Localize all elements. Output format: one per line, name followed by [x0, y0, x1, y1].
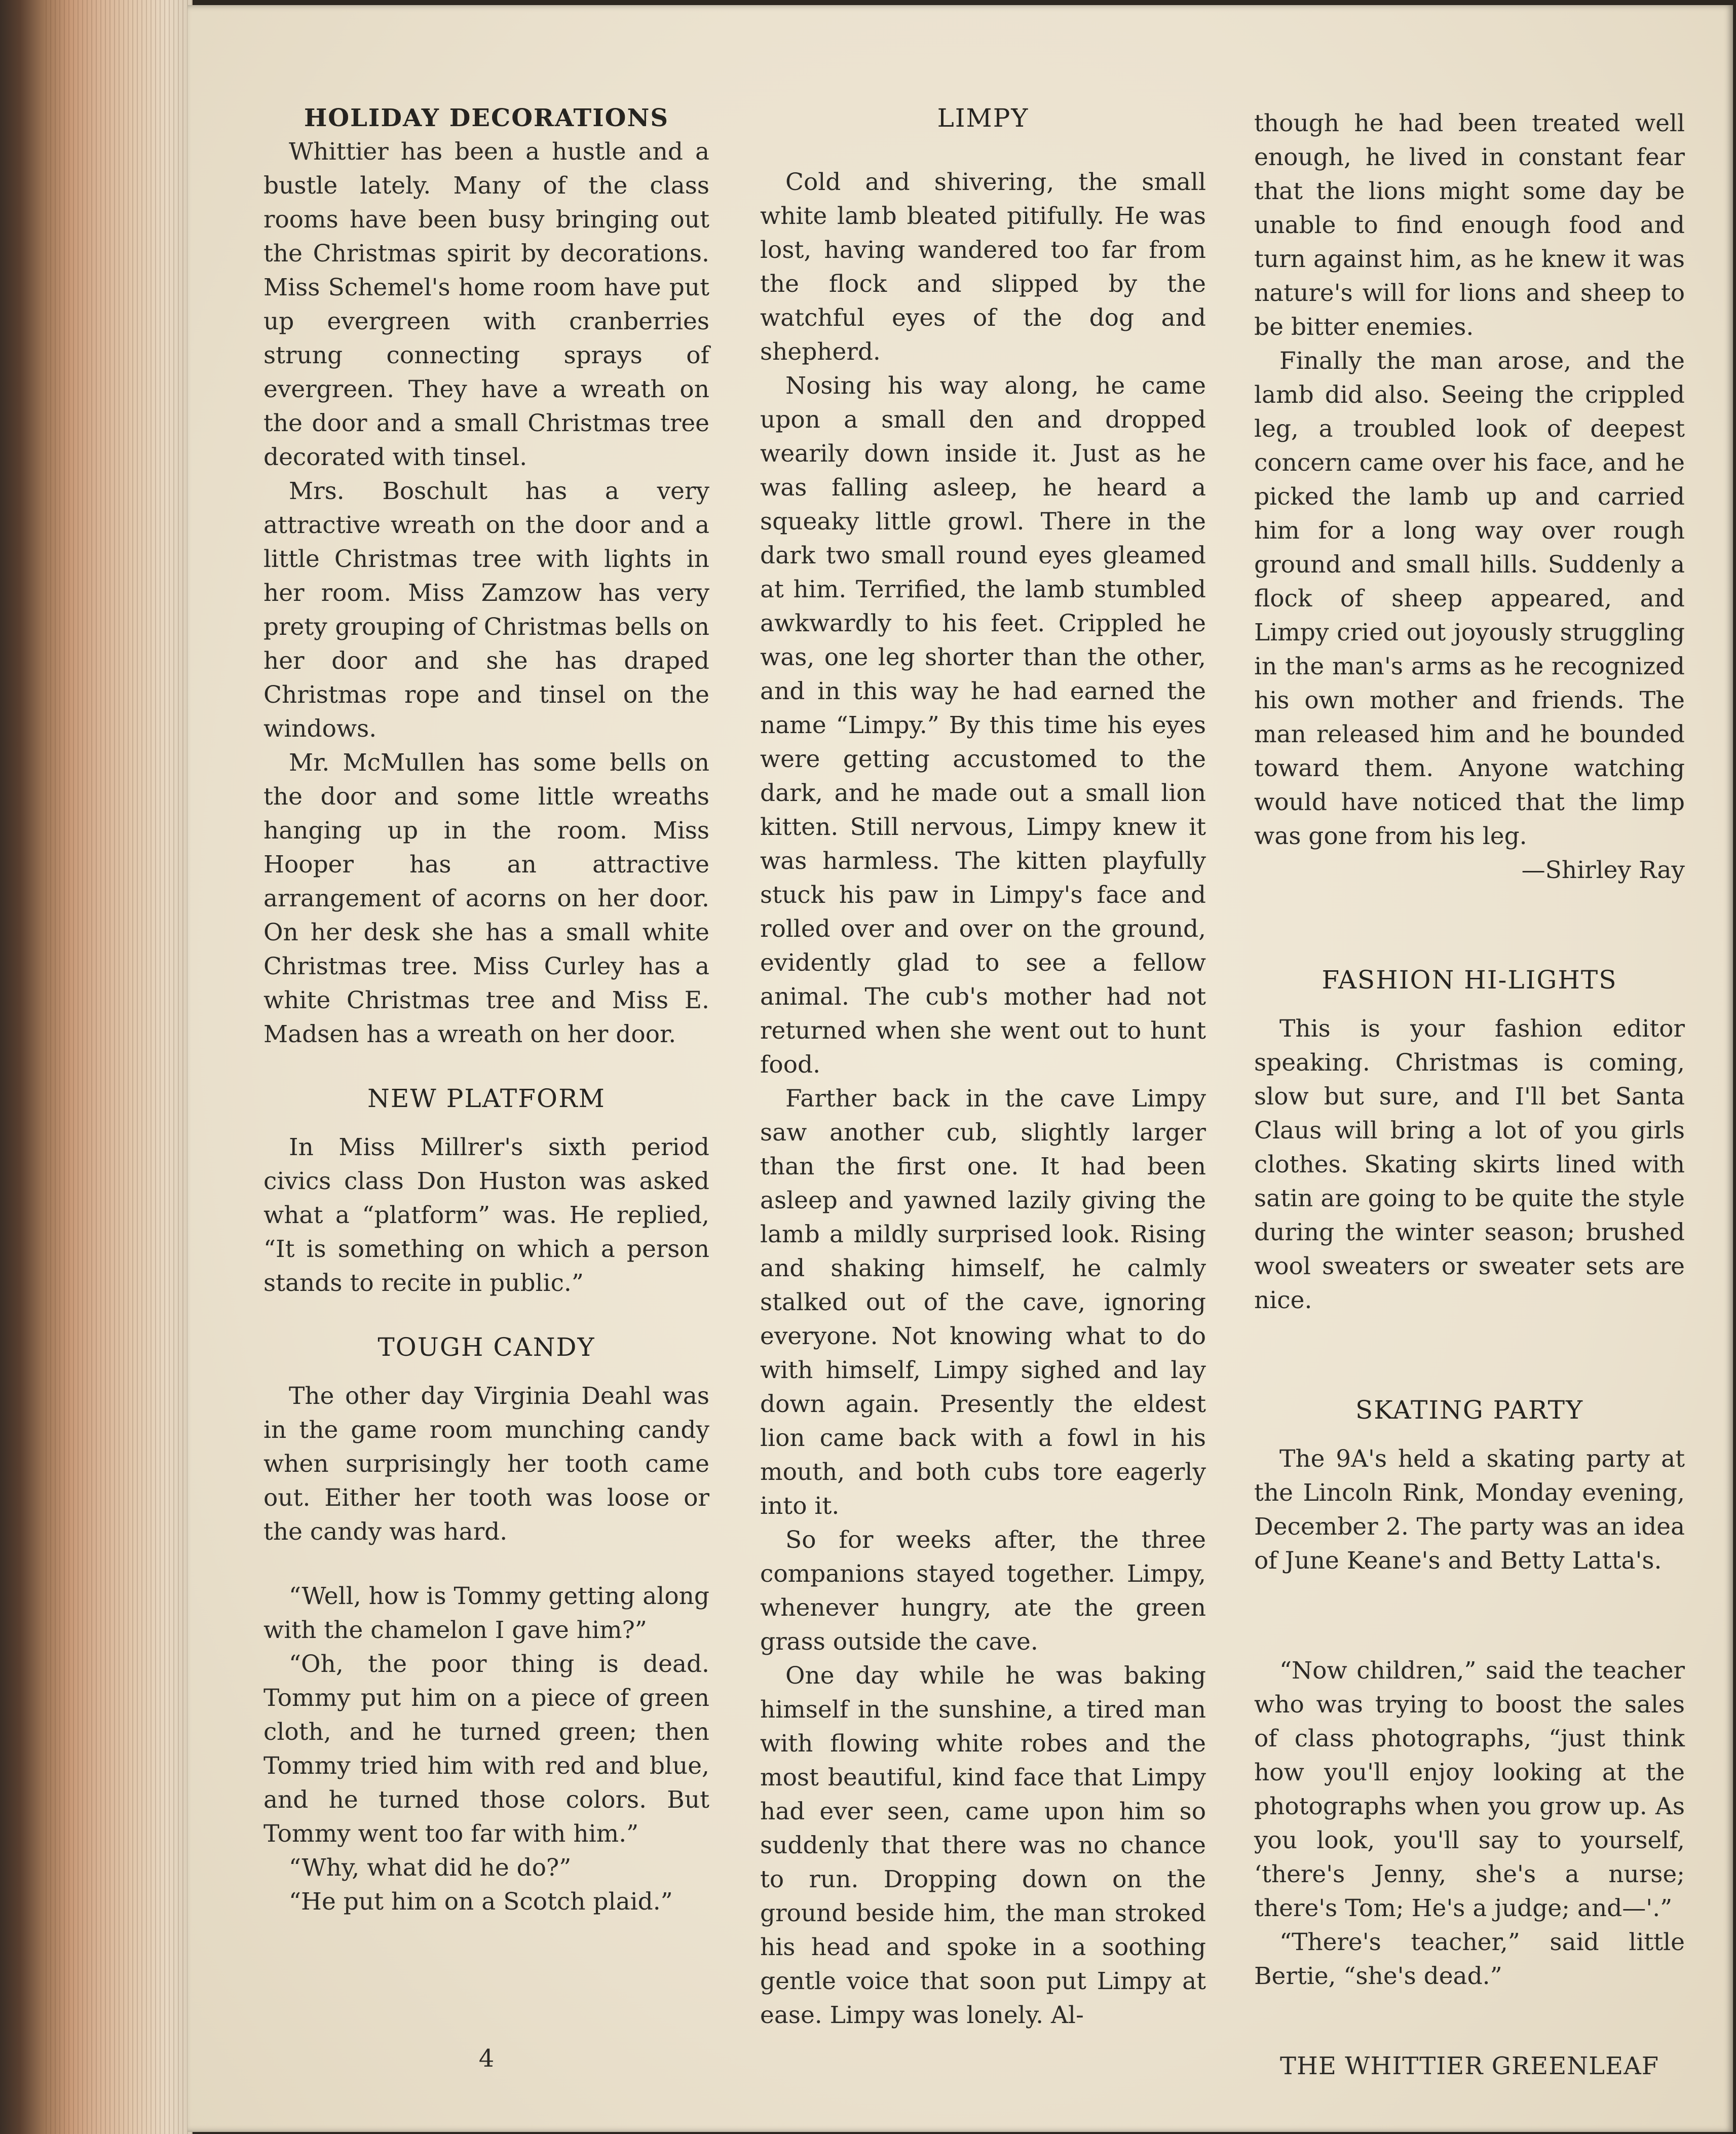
candy-paragraph: The other day Virginia Deahl was in the game room munching candy when surprisingly her tooth came out. Either her tooth was loose or the candy was hard. — [263, 1382, 709, 1546]
limpy-paragraph-1: Cold and shivering, the small white lamb bleated pitifully. He was lost, having wandered too far from the flock and slipped by the watchful eyes of the dog and shepherd. — [760, 168, 1206, 366]
holiday-paragraph-2: Mrs. Boschult has a very attractive wreath on the door and a little Christmas tree with lights in her room. Miss Zamzow has very prety grouping of Christmas bells on her door and she has draped Christmas rope and tinsel on the windows. — [263, 477, 709, 743]
page-number: 4 — [478, 2044, 495, 2073]
limpy-continued-paragraph-2: Finally the man arose, and the lamb did also. Seeing the crippled leg, a troubled look of deepest concern came over his face, and he picked the lamb up and carried him for a long way over rough ground and small hills. Suddenly a flock of sheep appeared, and Limpy cried out joyously struggling in the man's arms as he recognized his own mother and friends. The man released him and he bounded toward them. Anyone watching would have noticed that the limp was gone from his leg. — [1254, 347, 1685, 850]
limpy-paragraph-3: Farther back in the cave Limpy saw another cub, slightly larger than the first one. It had been asleep and yawned lazily giving the lamb a mildly surprised look. Rising and shaking himself, he calmly stalked out of the cave, ignoring everyone. Not knowing what to do with himself, Limpy sighed and lay down again. Presently the eldest lion came back with a fowl in his mouth, and both cubs tore eagerly into it. — [760, 1085, 1206, 1520]
fashion-paragraph: This is your fashion editor speaking. Christmas is coming, slow but sure, and I'll bet Santa Claus will bring a lot of you girls clothes. Skating skirts lined with satin are going to be quite the style during the winter season; brushed wool sweaters or sweater sets are nice. — [1254, 1015, 1685, 1314]
limpy-paragraph-5: One day while he was baking himself in the sunshine, a tired man with flowing white robes and the most beautiful, kind face that Limpy had ever seen, came upon him so suddenly that there was no chance to run. Dropping down on the ground beside him, the man stroked his head and spoke in a soothing gentle voice that soon put Limpy at ease. Limpy was lonely. Al- — [760, 1662, 1206, 2029]
column-middle — [760, 101, 1206, 2032]
headline-holiday-decorations: HOLIDAY DECORATIONS — [304, 104, 669, 132]
column-right — [1254, 106, 1685, 1993]
headline-skating-party: SKATING PARTY — [1355, 1395, 1583, 1425]
joke-line-4: “He put him on a Scotch plaid.” — [289, 1888, 673, 1916]
limpy-author-signature: —Shirley Ray — [1521, 856, 1685, 884]
headline-fashion-hilights: FASHION HI-LIGHTS — [1322, 965, 1617, 995]
page-edge-lines — [46, 0, 193, 2134]
book-page-edges — [0, 0, 193, 2134]
limpy-paragraph-4: So for weeks after, the three companions stayed together. Limpy, whenever hungry, ate the green grass outside the cave. — [760, 1526, 1206, 1656]
newsletter-page — [187, 5, 1733, 2132]
holiday-paragraph-3: Mr. McMullen has some bells on the door and some little wreaths hanging up in the room. Miss Hooper has an attractive arrangement of acorns on her door. On her desk she has a small white Christmas tree. Miss Curley has a white Christmas tree and Miss E. Madsen has a wreath on her door. — [263, 749, 709, 1048]
column-left — [263, 101, 709, 1919]
joke-line-1: “Well, how is Tommy getting along with the chamelon I gave him?” — [263, 1582, 709, 1644]
holiday-paragraph-1: Whittier has been a hustle and a bustle lately. Many of the class rooms have been busy bringing out the Christmas spirit by decorations. Miss Schemel's home room have put up evergreen with cranberries strung connecting sprays of evergreen. They have a wreath on the door and a small Christmas tree decorated with tinsel. — [263, 138, 709, 471]
headline-tough-candy: TOUGH CANDY — [378, 1332, 595, 1362]
newsletter-footer-title: THE WHITTIER GREENLEAF — [1279, 2052, 1659, 2080]
joke2-paragraph-1: “Now children,” said the teacher who was trying to boost the sales of class photographs, “just think how you'll enjoy looking at the photographs when you grow up. As you look, you'll say to yourself, ‘there's Jenny, she's a nurse; there's Tom; He's a judge; and—'.” — [1254, 1657, 1685, 1922]
skating-paragraph: The 9A's held a skating party at the Lincoln Rink, Monday evening, December 2. The party was an idea of June Keane's and Betty Latta's. — [1254, 1445, 1685, 1575]
headline-new-platform: NEW PLATFORM — [367, 1084, 606, 1113]
limpy-paragraph-2: Nosing his way along, he came upon a small den and dropped wearily down inside it. Just as he was falling asleep, he heard a squeaky little growl. There in the dark two small round eyes gleamed at him. Terrified, the lamb stumbled awkwardly to his feet. Crippled he was, one leg shorter than the other, and in this way he had earned the name “Limpy.” By this time his eyes were getting accustomed to the dark, and he made out a small lion kitten. Still nervous, Limpy knew it was harmless. The kitten playfully stuck his paw in Limpy's face and rolled over and over on the ground, evidently glad to see a fellow animal. The cub's mother had not returned when she went out to hunt food. — [760, 372, 1206, 1079]
limpy-continued-paragraph-1: though he had been treated well enough, he lived in constant fear that the lions might some day be unable to find enough food and turn against him, as he knew it was nature's will for lions and sheep to be bitter enemies. — [1254, 109, 1685, 341]
platform-paragraph: In Miss Millrer's sixth period civics class Don Huston was asked what a “platform” was. He replied, “It is something on which a person stands to recite in public.” — [263, 1133, 709, 1297]
joke-line-2: “Oh, the poor thing is dead. Tommy put him on a piece of green cloth, and he turned green; then Tommy tried him with red and blue, and he turned those colors. But Tommy went too far with him.” — [263, 1650, 709, 1848]
joke-line-3: “Why, what did he do?” — [289, 1854, 572, 1882]
headline-limpy: LIMPY — [937, 103, 1029, 133]
joke2-paragraph-2: “There's teacher,” said little Bertie, “she's dead.” — [1254, 1928, 1685, 1990]
